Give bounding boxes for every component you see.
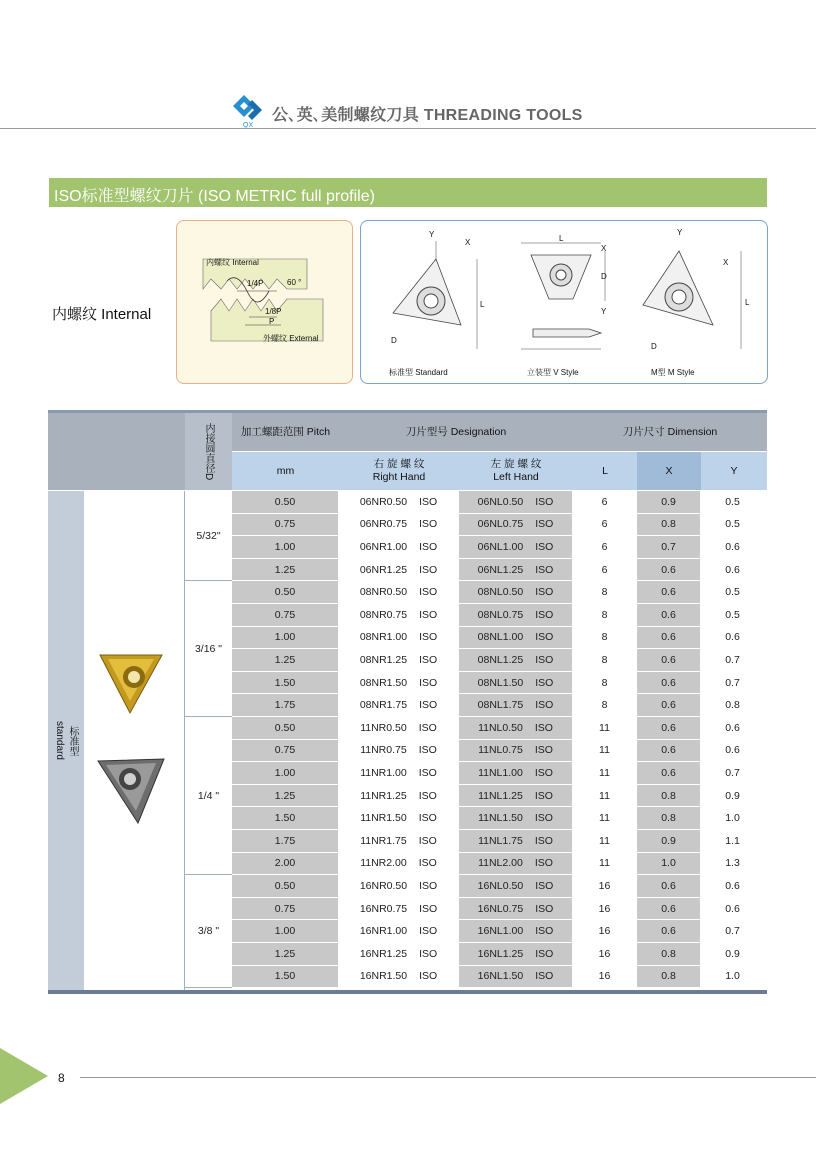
v-x-label: X bbox=[601, 244, 607, 253]
cell-pitch: 1.50 bbox=[232, 807, 339, 830]
std-x-label: X bbox=[465, 238, 471, 247]
designation-code: 11NR1.00 bbox=[360, 766, 407, 779]
right-hand-cn: 右 旋 螺 纹 bbox=[373, 458, 425, 470]
designation-standard: ISO bbox=[535, 653, 554, 666]
designation-code: 08NR1.00 bbox=[359, 631, 408, 644]
designation-code: 11NL1.50 bbox=[478, 812, 523, 825]
cell-lh bbox=[459, 627, 573, 650]
cell-x: 0.6 bbox=[637, 762, 701, 785]
cell-rh bbox=[339, 875, 459, 898]
designation-code: 11NR1.75 bbox=[360, 834, 407, 847]
designation-standard: ISO bbox=[418, 744, 437, 757]
cell-l: 6 bbox=[573, 536, 637, 559]
insert-photo-panel bbox=[84, 491, 185, 990]
table-bottom-rule bbox=[48, 990, 767, 994]
cell-lh bbox=[459, 785, 573, 808]
designation-standard: ISO bbox=[534, 744, 553, 757]
p-label: P bbox=[269, 317, 275, 326]
cell-y: 0.6 bbox=[701, 559, 765, 582]
cell-pitch: 0.50 bbox=[232, 875, 339, 898]
cell-y: 1.0 bbox=[701, 807, 765, 830]
cell-pitch: 1.25 bbox=[232, 559, 339, 582]
designation-code: 16NR1.50 bbox=[359, 970, 408, 983]
designation-code: 08NL1.25 bbox=[477, 653, 524, 666]
cell-x: 0.6 bbox=[637, 898, 701, 921]
designation-code: 08NL1.00 bbox=[477, 631, 524, 644]
cell-y: 0.6 bbox=[701, 740, 765, 763]
std-y-label: Y bbox=[429, 230, 435, 239]
designation-code: 08NR1.50 bbox=[359, 676, 408, 689]
cell-pitch: 1.00 bbox=[232, 536, 339, 559]
designation-standard: ISO bbox=[535, 518, 554, 531]
cell-l: 8 bbox=[573, 604, 637, 627]
designation-standard: ISO bbox=[535, 925, 554, 938]
m-style-caption: M型 M Style bbox=[651, 368, 695, 377]
cell-rh bbox=[339, 559, 459, 582]
cell-y: 0.6 bbox=[701, 717, 765, 740]
cell-pitch: 1.00 bbox=[232, 920, 339, 943]
cell-y: 1.3 bbox=[701, 853, 765, 876]
type-label-cn: 标准型 bbox=[67, 725, 78, 756]
designation-standard: ISO bbox=[419, 925, 438, 938]
cell-y: 0.7 bbox=[701, 672, 765, 695]
cell-lh bbox=[459, 649, 573, 672]
designation-code: 08NL1.50 bbox=[477, 676, 524, 689]
designation-code: 06NR1.25 bbox=[359, 563, 408, 576]
designation-standard: ISO bbox=[535, 631, 554, 644]
designation-code: 08NR0.75 bbox=[359, 608, 408, 621]
designation-standard: ISO bbox=[535, 608, 554, 621]
cell-x: 1.0 bbox=[637, 853, 701, 876]
cell-lh bbox=[459, 740, 573, 763]
cell-lh bbox=[459, 717, 573, 740]
cell-x: 0.6 bbox=[637, 604, 701, 627]
cell-x: 0.6 bbox=[637, 717, 701, 740]
designation-standard: ISO bbox=[419, 879, 438, 892]
designation-code: 08NL0.75 bbox=[477, 608, 524, 621]
cell-l: 16 bbox=[573, 966, 637, 989]
designation-code: 16NL0.75 bbox=[477, 902, 524, 915]
cell-l: 8 bbox=[573, 672, 637, 695]
designation-standard: ISO bbox=[535, 495, 554, 508]
cell-y: 0.5 bbox=[701, 604, 765, 627]
cell-pitch: 0.50 bbox=[232, 491, 339, 514]
designation-code: 08NL1.75 bbox=[477, 699, 524, 712]
section-title-band bbox=[49, 178, 767, 207]
gray-insert-icon bbox=[98, 759, 164, 823]
cell-l: 6 bbox=[573, 559, 637, 582]
cell-rh bbox=[339, 785, 459, 808]
designation-code: 08NR0.50 bbox=[359, 586, 408, 599]
cell-lh bbox=[459, 536, 573, 559]
cell-y: 0.5 bbox=[701, 581, 765, 604]
designation-code: 16NL0.50 bbox=[477, 879, 524, 892]
cell-l: 11 bbox=[573, 785, 637, 808]
type-label-en: standard bbox=[54, 721, 65, 760]
header-divider bbox=[0, 128, 816, 129]
cell-pitch: 0.75 bbox=[232, 604, 339, 627]
designation-code: 06NL1.00 bbox=[477, 540, 524, 553]
right-hand-header bbox=[339, 452, 459, 490]
designation-code: 08NR1.25 bbox=[359, 653, 408, 666]
designation-standard: ISO bbox=[535, 540, 554, 553]
insert-style-drawing bbox=[361, 221, 767, 383]
pitch-unit-header: mm bbox=[232, 452, 339, 490]
designation-code: 08NR1.75 bbox=[359, 699, 408, 712]
cell-l: 11 bbox=[573, 830, 637, 853]
cell-lh bbox=[459, 830, 573, 853]
cell-l: 11 bbox=[573, 762, 637, 785]
designation-standard: ISO bbox=[535, 586, 554, 599]
d-group-cell: 1/4 " bbox=[185, 717, 232, 875]
cell-lh bbox=[459, 966, 573, 989]
thread-profile-drawing bbox=[177, 221, 352, 383]
designation-code: 11NR1.25 bbox=[360, 789, 407, 802]
designation-standard: ISO bbox=[419, 495, 438, 508]
logo-text: QX bbox=[243, 122, 254, 128]
table-corner bbox=[48, 413, 185, 490]
cell-rh bbox=[339, 807, 459, 830]
designation-standard: ISO bbox=[419, 653, 438, 666]
designation-standard: ISO bbox=[535, 879, 554, 892]
cell-pitch: 1.50 bbox=[232, 966, 339, 989]
cell-rh bbox=[339, 853, 459, 876]
cell-pitch: 1.75 bbox=[232, 830, 339, 853]
cell-y: 0.7 bbox=[701, 762, 765, 785]
footer-divider bbox=[80, 1077, 816, 1078]
designation-standard: ISO bbox=[419, 902, 438, 915]
designation-standard: ISO bbox=[419, 540, 438, 553]
designation-standard: ISO bbox=[535, 902, 554, 915]
insert-photos bbox=[84, 491, 184, 990]
cell-pitch: 1.25 bbox=[232, 943, 339, 966]
cell-lh bbox=[459, 559, 573, 582]
y-header: Y bbox=[701, 452, 767, 490]
designation-standard: ISO bbox=[535, 676, 554, 689]
designation-code: 06NL1.25 bbox=[477, 563, 524, 576]
designation-standard: ISO bbox=[419, 676, 438, 689]
designation-standard: ISO bbox=[534, 834, 553, 847]
cell-lh bbox=[459, 762, 573, 785]
page-marker-icon bbox=[0, 1048, 48, 1104]
cell-y: 1.0 bbox=[701, 966, 765, 989]
cell-pitch: 2.00 bbox=[232, 853, 339, 876]
cell-rh bbox=[339, 830, 459, 853]
cell-lh bbox=[459, 943, 573, 966]
cell-lh bbox=[459, 604, 573, 627]
cell-pitch: 1.25 bbox=[232, 649, 339, 672]
designation-standard: ISO bbox=[419, 970, 438, 983]
v-style-caption: 立装型 V Style bbox=[527, 368, 579, 377]
cell-rh bbox=[339, 762, 459, 785]
cell-l: 16 bbox=[573, 943, 637, 966]
cell-l: 11 bbox=[573, 807, 637, 830]
cell-pitch: 0.75 bbox=[232, 740, 339, 763]
designation-standard: ISO bbox=[418, 721, 437, 734]
cell-l: 11 bbox=[573, 853, 637, 876]
cell-l: 16 bbox=[573, 875, 637, 898]
cell-x: 0.9 bbox=[637, 491, 701, 514]
cell-lh bbox=[459, 898, 573, 921]
designation-code: 06NR0.75 bbox=[359, 518, 408, 531]
cell-rh bbox=[339, 649, 459, 672]
designation-standard: ISO bbox=[418, 857, 437, 870]
cell-y: 0.5 bbox=[701, 514, 765, 537]
cell-x: 0.6 bbox=[637, 559, 701, 582]
cell-x: 0.8 bbox=[637, 785, 701, 808]
cell-x: 0.7 bbox=[637, 536, 701, 559]
designation-code: 11NR0.50 bbox=[360, 721, 407, 734]
cell-lh bbox=[459, 491, 573, 514]
cell-x: 0.6 bbox=[637, 740, 701, 763]
designation-standard: ISO bbox=[418, 812, 437, 825]
cell-pitch: 0.75 bbox=[232, 898, 339, 921]
cell-l: 16 bbox=[573, 920, 637, 943]
cell-lh bbox=[459, 807, 573, 830]
m-l-label: L bbox=[745, 298, 750, 307]
cell-x: 0.6 bbox=[637, 920, 701, 943]
designation-standard: ISO bbox=[535, 947, 554, 960]
cell-x: 0.6 bbox=[637, 672, 701, 695]
cell-lh bbox=[459, 875, 573, 898]
cell-rh bbox=[339, 604, 459, 627]
external-thread-label: 外螺纹 External bbox=[263, 334, 319, 343]
cell-y: 0.6 bbox=[701, 875, 765, 898]
designation-code: 16NL1.25 bbox=[477, 947, 524, 960]
designation-code: 16NR0.75 bbox=[359, 902, 408, 915]
cell-y: 0.5 bbox=[701, 491, 765, 514]
qx-logo-icon bbox=[232, 94, 268, 128]
gold-insert-icon bbox=[100, 655, 162, 713]
quarter-p-label: 1/4P bbox=[247, 279, 264, 288]
designation-code: 11NR0.75 bbox=[360, 744, 407, 757]
designation-code: 11NL0.50 bbox=[478, 721, 523, 734]
cell-y: 0.9 bbox=[701, 785, 765, 808]
standard-caption: 标准型 Standard bbox=[389, 368, 448, 377]
cell-y: 0.8 bbox=[701, 694, 765, 717]
cell-lh bbox=[459, 672, 573, 695]
designation-code: 16NR1.00 bbox=[359, 925, 408, 938]
x-header: X bbox=[637, 452, 701, 490]
designation-code: 11NL1.75 bbox=[478, 834, 523, 847]
left-hand-en: Left Hand bbox=[493, 471, 539, 483]
designation-code: 11NR1.50 bbox=[360, 812, 407, 825]
designation-code: 06NL0.75 bbox=[477, 518, 524, 531]
internal-thread-label: 内螺纹 Internal bbox=[206, 258, 259, 267]
cell-rh bbox=[339, 514, 459, 537]
designation-code: 11NL2.00 bbox=[478, 857, 523, 870]
designation-standard: ISO bbox=[534, 766, 553, 779]
left-hand-header bbox=[459, 452, 573, 490]
cell-lh bbox=[459, 581, 573, 604]
cell-y: 0.9 bbox=[701, 943, 765, 966]
designation-code: 16NL1.50 bbox=[477, 970, 524, 983]
v-d-label: D bbox=[601, 272, 607, 281]
d-group-cell: 5/32" bbox=[185, 491, 232, 581]
l-header: L bbox=[573, 452, 637, 490]
designation-standard: ISO bbox=[534, 812, 553, 825]
designation-code: 11NL0.75 bbox=[478, 744, 523, 757]
angle-label: 60 ° bbox=[287, 278, 302, 287]
designation-standard: ISO bbox=[418, 766, 437, 779]
cell-l: 11 bbox=[573, 740, 637, 763]
cell-lh bbox=[459, 920, 573, 943]
cell-x: 0.9 bbox=[637, 830, 701, 853]
designation-code: 06NR0.50 bbox=[359, 495, 408, 508]
cell-pitch: 1.50 bbox=[232, 672, 339, 695]
cell-x: 0.6 bbox=[637, 649, 701, 672]
designation-standard: ISO bbox=[418, 789, 437, 802]
designation-code: 11NR2.00 bbox=[360, 857, 407, 870]
v-l-label: L bbox=[559, 234, 564, 243]
designation-header: 刀片型号 Designation bbox=[339, 413, 573, 451]
cell-l: 8 bbox=[573, 694, 637, 717]
cell-rh bbox=[339, 898, 459, 921]
d-group-cell: 3/16 " bbox=[185, 581, 232, 717]
cell-rh bbox=[339, 627, 459, 650]
cell-x: 0.6 bbox=[637, 875, 701, 898]
designation-code: 16NR1.25 bbox=[359, 947, 408, 960]
v-y-label: Y bbox=[601, 307, 607, 316]
cell-x: 0.6 bbox=[637, 694, 701, 717]
cell-l: 8 bbox=[573, 581, 637, 604]
eighth-p-label: 1/8P bbox=[265, 307, 282, 316]
cell-pitch: 1.00 bbox=[232, 627, 339, 650]
designation-standard: ISO bbox=[419, 563, 438, 576]
cell-l: 11 bbox=[573, 717, 637, 740]
cell-x: 0.8 bbox=[637, 514, 701, 537]
cell-rh bbox=[339, 717, 459, 740]
insert-style-diagram bbox=[360, 220, 768, 384]
cell-x: 0.6 bbox=[637, 627, 701, 650]
m-d-label: D bbox=[651, 342, 657, 351]
internal-label: 内螺纹 Internal bbox=[52, 306, 152, 323]
cell-y: 0.6 bbox=[701, 898, 765, 921]
cell-pitch: 0.50 bbox=[232, 581, 339, 604]
cell-rh bbox=[339, 920, 459, 943]
cell-pitch: 1.25 bbox=[232, 785, 339, 808]
cell-rh bbox=[339, 966, 459, 989]
designation-standard: ISO bbox=[419, 699, 438, 712]
right-hand-en: Right Hand bbox=[372, 471, 426, 483]
cell-x: 0.8 bbox=[637, 966, 701, 989]
designation-standard: ISO bbox=[419, 608, 438, 621]
cell-l: 6 bbox=[573, 514, 637, 537]
thread-profile-diagram bbox=[176, 220, 353, 384]
cell-rh bbox=[339, 491, 459, 514]
page-number: 8 bbox=[58, 1071, 65, 1085]
pitch-header: 加工螺距范围 Pitch bbox=[232, 413, 339, 451]
designation-standard: ISO bbox=[419, 586, 438, 599]
designation-code: 08NL0.50 bbox=[477, 586, 524, 599]
cell-y: 0.7 bbox=[701, 649, 765, 672]
designation-standard: ISO bbox=[535, 970, 554, 983]
std-d-label: D bbox=[391, 336, 397, 345]
left-hand-cn: 左 旋 螺 纹 bbox=[490, 458, 542, 470]
cell-y: 0.7 bbox=[701, 920, 765, 943]
designation-standard: ISO bbox=[419, 947, 438, 960]
cell-pitch: 0.75 bbox=[232, 514, 339, 537]
designation-standard: ISO bbox=[418, 834, 437, 847]
designation-code: 06NR1.00 bbox=[359, 540, 408, 553]
cell-lh bbox=[459, 514, 573, 537]
section-title: ISO标准型螺纹刀片 (ISO METRIC full profile) bbox=[54, 188, 375, 205]
cell-l: 6 bbox=[573, 491, 637, 514]
designation-standard: ISO bbox=[534, 721, 553, 734]
designation-standard: ISO bbox=[419, 518, 438, 531]
cell-y: 0.6 bbox=[701, 536, 765, 559]
cell-rh bbox=[339, 581, 459, 604]
designation-code: 16NR0.50 bbox=[359, 879, 408, 892]
cell-rh bbox=[339, 536, 459, 559]
designation-standard: ISO bbox=[535, 699, 554, 712]
cell-l: 8 bbox=[573, 627, 637, 650]
cell-pitch: 1.75 bbox=[232, 694, 339, 717]
designation-code: 16NL1.00 bbox=[477, 925, 524, 938]
designation-standard: ISO bbox=[535, 563, 554, 576]
cell-rh bbox=[339, 943, 459, 966]
cell-x: 0.8 bbox=[637, 807, 701, 830]
header-title: 公､英､美制螺纹刀具 THREADING TOOLS bbox=[272, 107, 583, 124]
designation-standard: ISO bbox=[534, 857, 553, 870]
d-group-cell: 3/8 " bbox=[185, 875, 232, 988]
cell-lh bbox=[459, 694, 573, 717]
m-x-label: X bbox=[723, 258, 729, 267]
cell-pitch: 0.50 bbox=[232, 717, 339, 740]
cell-rh bbox=[339, 672, 459, 695]
d-column-header: 内接圆直径D bbox=[185, 413, 232, 490]
cell-lh bbox=[459, 853, 573, 876]
std-l-label: L bbox=[480, 300, 485, 309]
cell-l: 8 bbox=[573, 649, 637, 672]
designation-code: 06NL0.50 bbox=[477, 495, 524, 508]
designation-standard: ISO bbox=[419, 631, 438, 644]
m-y-label: Y bbox=[677, 228, 683, 237]
cell-l: 16 bbox=[573, 898, 637, 921]
designation-code: 11NL1.00 bbox=[478, 766, 523, 779]
cell-rh bbox=[339, 740, 459, 763]
designation-standard: ISO bbox=[534, 789, 553, 802]
designation-code: 11NL1.25 bbox=[478, 789, 523, 802]
cell-rh bbox=[339, 694, 459, 717]
dimension-header: 刀片尺寸 Dimension bbox=[573, 413, 767, 451]
cell-x: 0.8 bbox=[637, 943, 701, 966]
cell-y: 1.1 bbox=[701, 830, 765, 853]
type-label bbox=[48, 491, 84, 990]
cell-x: 0.6 bbox=[637, 581, 701, 604]
cell-pitch: 1.00 bbox=[232, 762, 339, 785]
cell-y: 0.6 bbox=[701, 627, 765, 650]
